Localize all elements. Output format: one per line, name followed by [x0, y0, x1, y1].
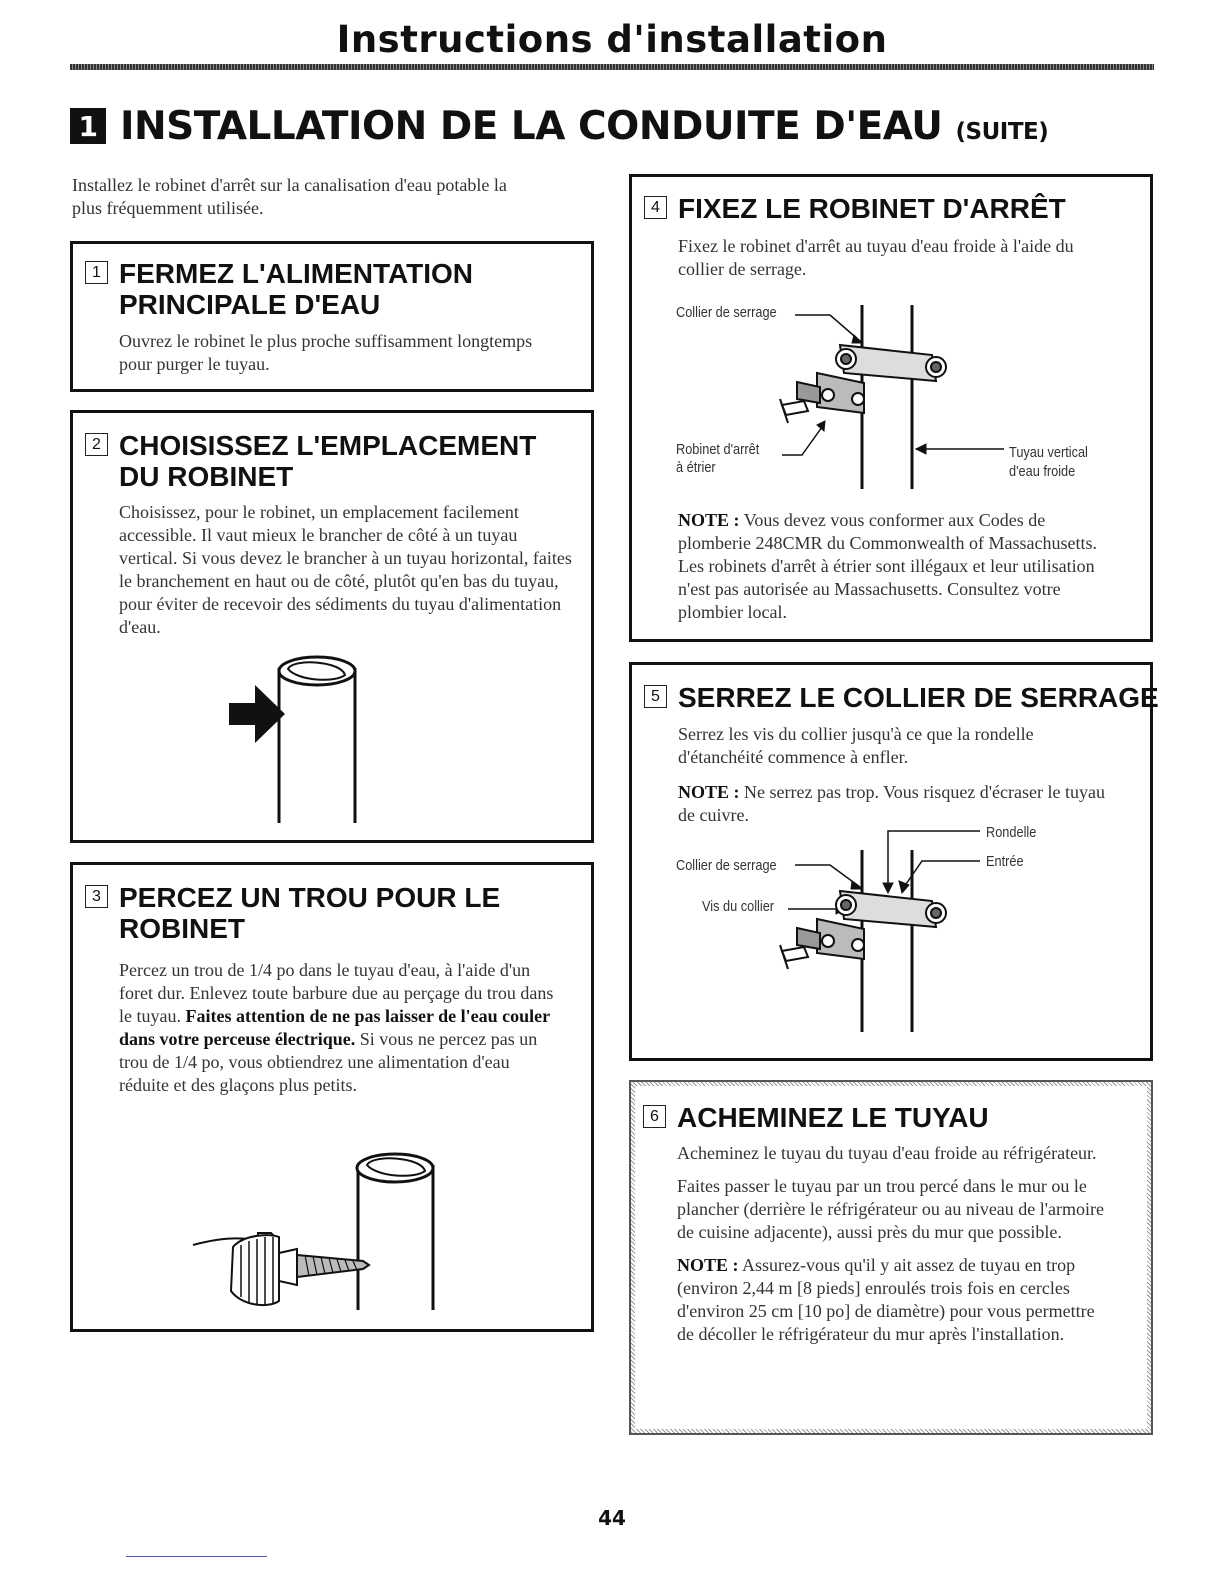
- step-5-note-label: NOTE :: [678, 782, 740, 802]
- step-3-title: PERCEZ UN TROU POUR LE ROBINET: [119, 882, 501, 944]
- step-4-note: [678, 509, 1098, 624]
- step-5-box: [629, 662, 1159, 1061]
- section-title-suffix: (SUITE): [955, 119, 1049, 145]
- drill-illustration: [73, 865, 597, 1335]
- step-6-body: [677, 1142, 1107, 1356]
- step-4-note-label: NOTE :: [678, 510, 740, 530]
- section-title: [70, 104, 1048, 149]
- drill-icon: [193, 1233, 369, 1305]
- step-4-body: Fixez le robinet d'arrêt au tuyau d'eau froide à l'aide du collier de serrage.: [678, 236, 1074, 279]
- step-5-note-text: Ne serrez pas trop. Vous risquez d'écraser le tuyau de cuivre.: [678, 782, 1105, 825]
- step-3-number: 3: [85, 885, 108, 908]
- step-1-box: [70, 241, 594, 392]
- label-washer: Rondelle: [986, 824, 1037, 841]
- step-5-title: SERREZ LE COLLIER DE SERRAGE: [678, 682, 1159, 713]
- clamp-valve-icon: [780, 345, 946, 423]
- header-rule: [70, 64, 1154, 70]
- label-valve-line1: Robinet d'arrêt: [676, 441, 760, 458]
- section-number-badge: 1: [70, 108, 106, 144]
- label-screw: Vis du collier: [702, 898, 775, 915]
- step-3-warning: Faites attention de ne pas laisser de l'eau couler dans votre perceuse électrique.: [119, 1006, 550, 1049]
- step-3-body-start: Percez un trou de 1/4 po dans le tuyau d'eau, à l'aide d'un foret dur. Enlevez toute barbure due au perçage du trou dans le tuyau.: [119, 960, 554, 1026]
- step-6-note-label: NOTE :: [677, 1255, 739, 1275]
- footer-line: [126, 1556, 267, 1557]
- step-2-title: CHOISISSEZ L'EMPLACEMENT DU ROBINET: [119, 430, 537, 492]
- step-6-heading: [643, 1102, 1133, 1133]
- step-1-heading: [85, 258, 575, 320]
- intro-text: Installez le robinet d'arrêt sur la canalisation d'eau potable la plus fréquemment utilisée.: [72, 175, 507, 218]
- step-5-body: Serrez les vis du collier jusqu'à ce que la rondelle d'étanchéité commence à enfler.: [678, 724, 1034, 767]
- step-4-title: FIXEZ LE ROBINET D'ARRÊT: [678, 193, 1066, 224]
- step-2-number: 2: [85, 433, 108, 456]
- step-2-body: Choisissez, pour le robinet, un emplacement facilement accessible. Il vaut mieux le brancher de côté à un tuyau vertical. Si vous devez le brancher à un tuyau horizontal, faites le branchement en haut ou de côté, plutôt qu'en bas du tuyau, pour éviter de recevoir des sédiments du tuyau d'alimentation d'eau.: [119, 502, 572, 637]
- step-6-note: [677, 1254, 1107, 1346]
- step-4-number: 4: [644, 196, 667, 219]
- step-5-number: 5: [644, 685, 667, 708]
- label-pipe-line1: Tuyau vertical: [1009, 444, 1088, 461]
- step-2-box: [70, 410, 594, 843]
- step-6-paragraph-2: Faites passer le tuyau par un trou percé dans le mur ou le plancher (derrière le réfrigérateur ou au niveau de l'armoire de cuisine adjacente), aussi près du mur que possible.: [677, 1176, 1104, 1242]
- section-title-text: INSTALLATION DE LA CONDUITE D'EAU: [120, 104, 943, 149]
- tighten-clamp-illustration: [632, 665, 1159, 1064]
- label-inlet: Entrée: [986, 853, 1024, 870]
- vertical-pipe-illustration: [73, 413, 597, 846]
- label-pipe-line2: d'eau froide: [1009, 463, 1076, 480]
- step-3-body-end: Si vous ne percez pas un trou de 1/4 po, vous obtiendrez une alimentation d'eau réduite et des glaçons plus petits.: [119, 1029, 538, 1095]
- step-6-box: [629, 1080, 1153, 1435]
- step-1-body: Ouvrez le robinet le plus proche suffisamment longtemps pour purger le tuyau.: [119, 331, 533, 374]
- step-1-title: FERMEZ L'ALIMENTATION PRINCIPALE D'EAU: [119, 258, 474, 320]
- step-6-note-text: Assurez-vous qu'il y ait assez de tuyau en trop (environ 2,44 m [8 pieds] enroulés trois fois en cercles d'environ 25 cm [10 po] de diamètre) pour vous permettre de décoller le réfrigérateur du mur après l'installation.: [677, 1255, 1095, 1344]
- label-clamp: Collier de serrage: [676, 304, 777, 321]
- step-1-number: 1: [85, 261, 108, 284]
- step-3-box: [70, 862, 594, 1332]
- page-header-title: Instructions d'installation: [336, 18, 888, 61]
- label-valve-line2: à étrier: [676, 459, 716, 476]
- arrow-icon: [229, 685, 285, 743]
- step-6-title: ACHEMINEZ LE TUYAU: [677, 1102, 989, 1133]
- clamp-valve-icon: [780, 891, 946, 969]
- step-4-box: [629, 174, 1153, 642]
- page-number: 44: [598, 1506, 626, 1530]
- step-6-paragraph-1: Acheminez le tuyau du tuyau d'eau froide au réfrigérateur.: [677, 1143, 1097, 1163]
- step-4-note-text: Vous devez vous conformer aux Codes de plomberie 248CMR du Commonwealth of Massachusetts. Les robinets d'arrêt à étrier sont illégaux et leur utilisation n'est pas autorisée au Massachusetts. Consultez votre plombier local.: [678, 510, 1097, 622]
- step-6-number: 6: [643, 1105, 666, 1128]
- label-clamp-5: Collier de serrage: [676, 857, 777, 874]
